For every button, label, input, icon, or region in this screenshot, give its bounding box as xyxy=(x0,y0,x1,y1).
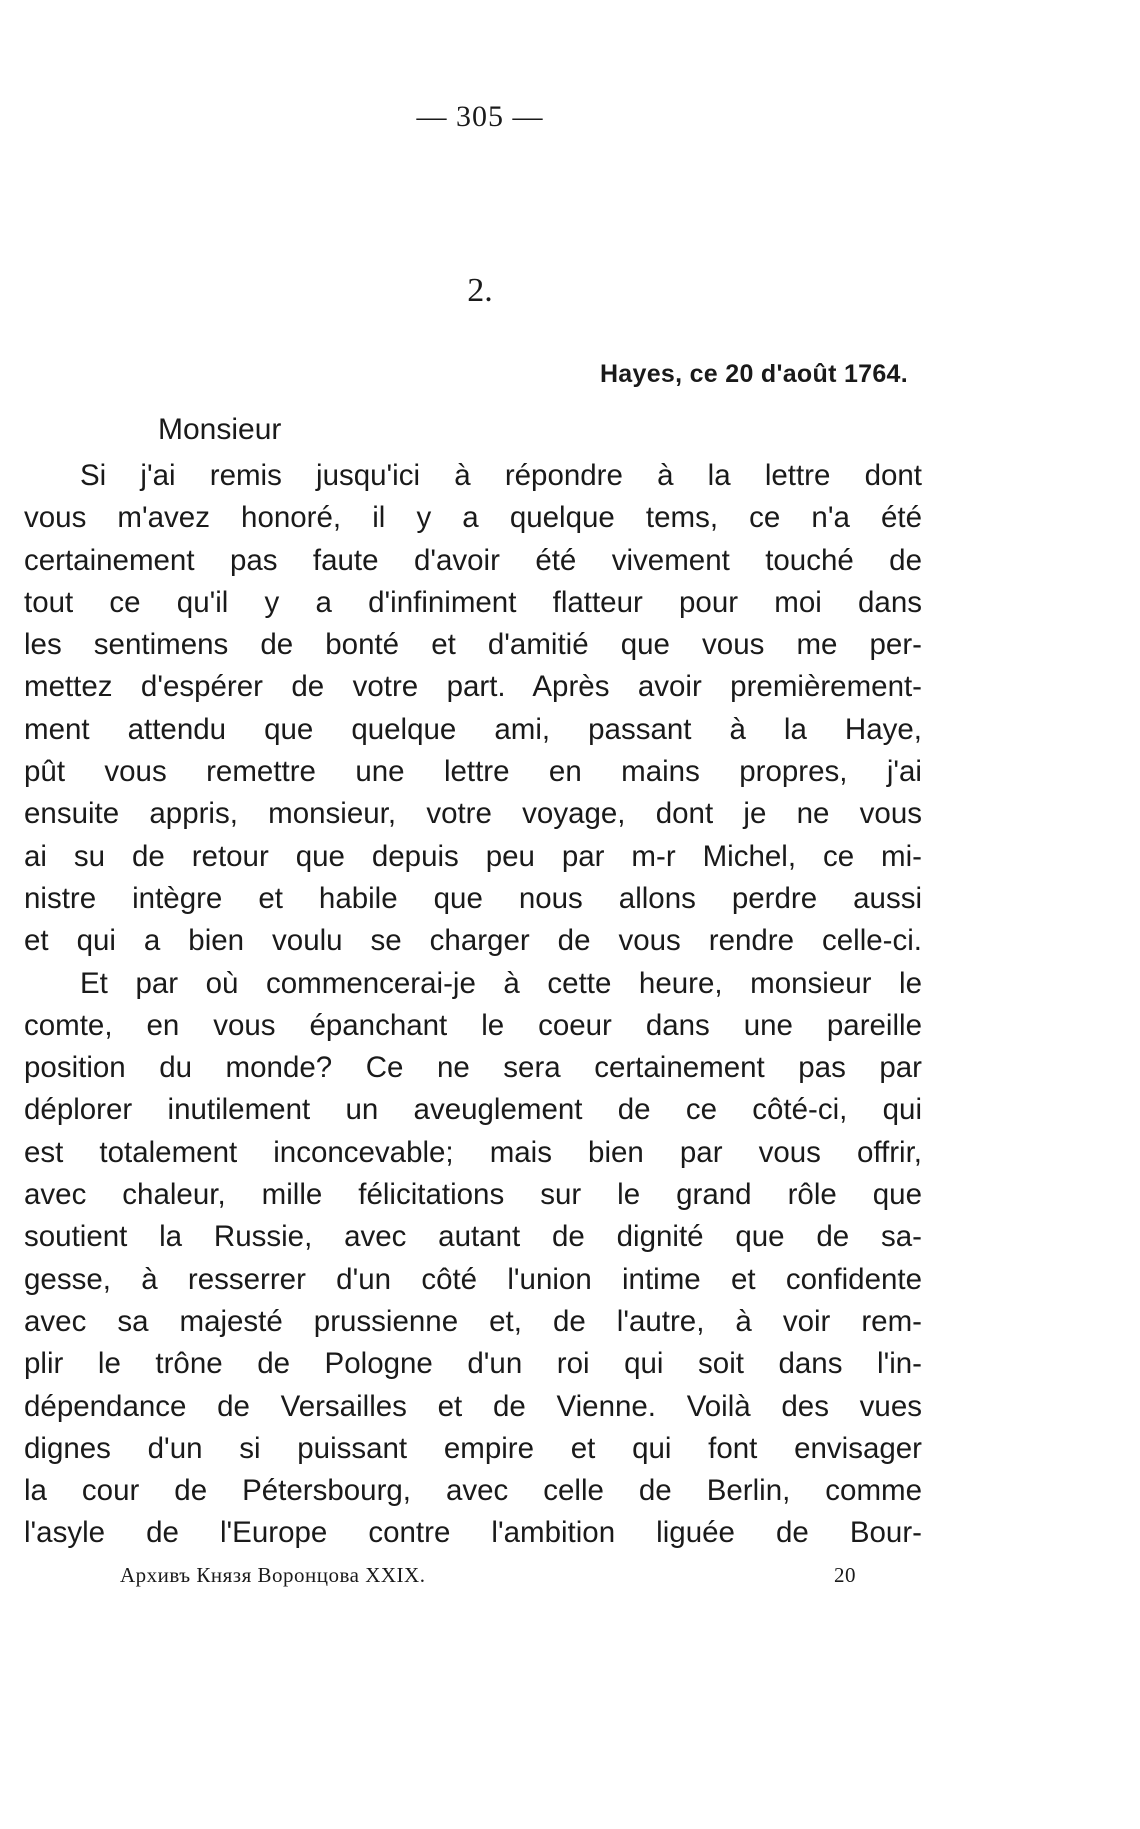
text-line: et qui a bien voulu se charger de vous rendre celle-ci. xyxy=(24,924,922,958)
text-line: avec sa majesté prussienne et, de l'autre, à voir rem- xyxy=(24,1304,922,1338)
salutation: Monsieur xyxy=(158,413,282,446)
text-line: ensuite appris, monsieur, votre voyage, dont je ne vous xyxy=(24,797,922,831)
text-line: soutient la Russie, avec autant de dignité que de sa- xyxy=(24,1220,922,1254)
text-line: gesse, à resserrer d'un côté l'union intime et confidente xyxy=(24,1262,922,1296)
text-line: Si j'ai remis jusqu'ici à répondre à la lettre dont xyxy=(80,459,922,492)
footer-title: Архивъ Князя Воронцова XXIX. xyxy=(120,1563,426,1587)
footer-sheet-number: 20 xyxy=(834,1563,856,1587)
text-line: ment attendu que quelque ami, passant à la Haye, xyxy=(24,712,922,746)
text-line: ai su de retour que depuis peu par m-r Michel, ce mi- xyxy=(24,839,922,873)
text-line: dépendance de Versailles et de Vienne. Voilà des vues xyxy=(24,1389,922,1423)
text-line: avec chaleur, mille félicitations sur le grand rôle que xyxy=(24,1178,922,1212)
text-line: dignes d'un si puissant empire et qui font envisager xyxy=(24,1431,922,1465)
text-line: l'asyle de l'Europe contre l'ambition liguée de Bour- xyxy=(24,1516,922,1550)
text-line: plir le trône de Pologne d'un roi qui soit dans l'in- xyxy=(24,1347,922,1381)
text-line: tout ce qu'il y a d'infiniment flatteur pour moi dans xyxy=(24,585,922,619)
text-line: certainement pas faute d'avoir été vivement touché de xyxy=(24,543,922,577)
text-line: la cour de Pétersbourg, avec celle de Berlin, comme xyxy=(24,1474,922,1508)
dateline: Hayes, ce 20 d'août 1764. xyxy=(599,360,908,388)
text-line: Et par où commencerai-je à cette heure, monsieur le xyxy=(80,966,922,1000)
letter-number: 2. xyxy=(467,272,493,309)
text-line: mettez d'espérer de votre part. Après avoir premièrement- xyxy=(24,670,922,704)
text-line: est totalement inconcevable; mais bien par vous offrir, xyxy=(24,1135,922,1169)
letter-body xyxy=(24,455,922,1555)
text-line: position du monde? Ce ne sera certainement pas par xyxy=(24,1051,922,1085)
text-line: déplorer inutilement un aveuglement de ce côté-ci, qui xyxy=(24,1093,922,1127)
text-line: comte, en vous épanchant le coeur dans une pareille xyxy=(24,1008,922,1042)
text-line: les sentimens de bonté et d'amitié que vous me per- xyxy=(24,628,922,662)
text-line: pût vous remettre une lettre en mains propres, j'ai xyxy=(24,755,922,789)
page-number: — 305 — xyxy=(416,100,544,133)
text-line: vous m'avez honoré, il y a quelque tems, ce n'a été xyxy=(24,501,922,535)
text-line: nistre intègre et habile que nous allons perdre aussi xyxy=(24,881,922,915)
